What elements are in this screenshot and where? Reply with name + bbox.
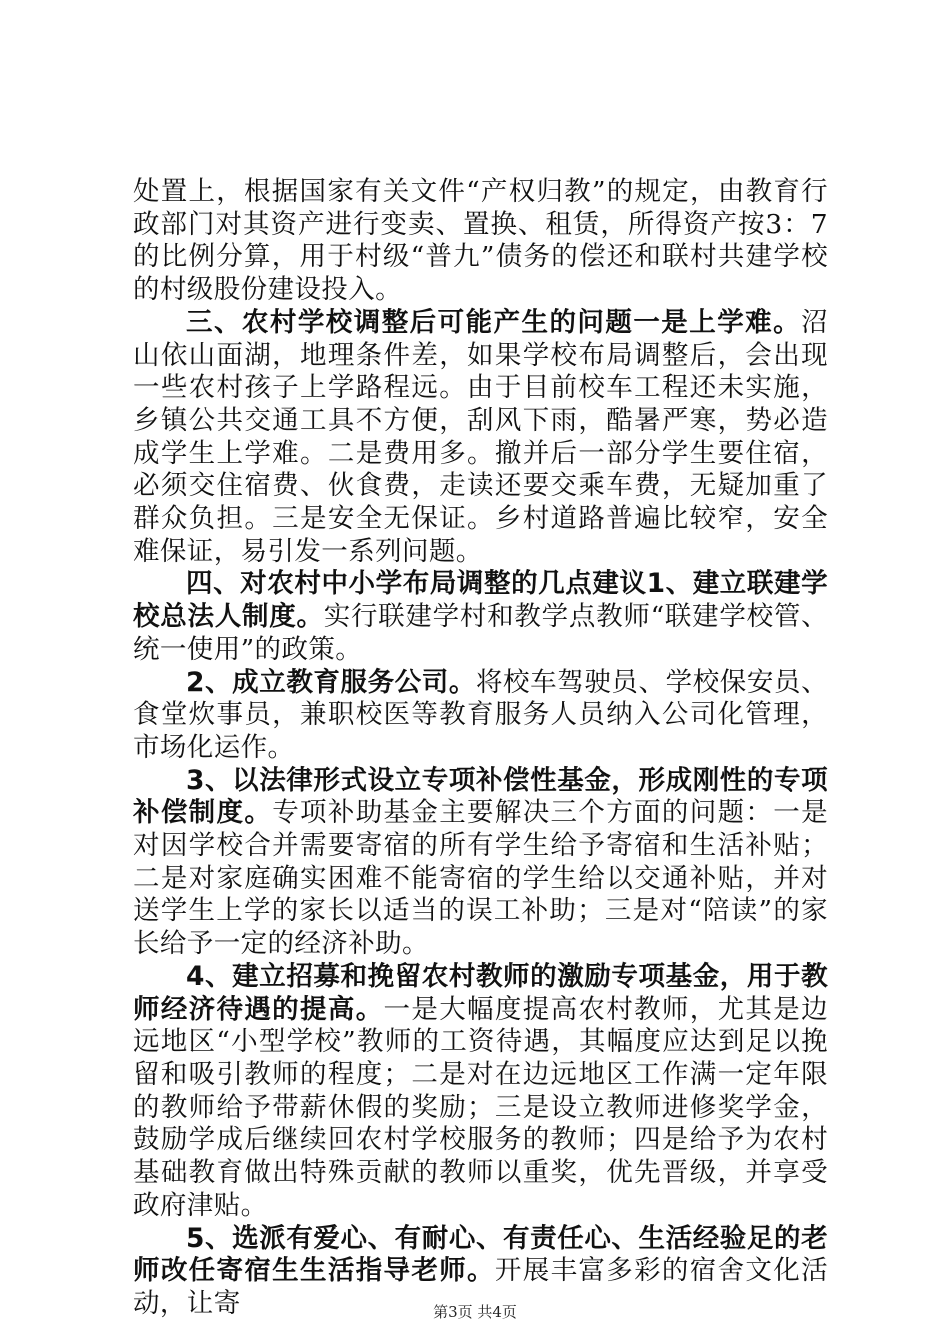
paragraph-body-text: 实行联建学村和教学点教师“联建学校管、统一使用”的政策。 [133, 601, 828, 665]
paragraph-p5 [133, 765, 828, 961]
page-number-footer: 第3页 共4页 [433, 1303, 517, 1321]
paragraph-body-text: 将校车驾驶员、学校保安员、食堂炊事员，兼职校医等教育服务人员纳入公司化管理，市场化运作。 [133, 666, 828, 763]
paragraph-body-text: 处置上，根据国家有关文件“产权归教”的规定，由教育行政部门对其资产进行变卖、置换、租赁，所得资产按3：7的比例分算，用于村级“普九”债务的偿还和联村共建学校的村级股份建设投入。 [133, 176, 828, 306]
paragraph-p1 [133, 176, 828, 307]
paragraph-heading-text: 2、成立教育服务公司。 [186, 666, 476, 698]
paragraph-body-text: 一是大幅度提高农村教师，尤其是边远地区“小型学校”教师的工资待遇，其幅度应达到足以挽留和吸引教师的程度；二是对在边远地区工作满一定年限的教师给予带薪休假的奖励；三是设立教师进修奖学金，鼓励学成后继续回农村学校服务的教师；四是给予为农村基础教育做出特殊贡献的教师以重奖，优先晋级，并享受政府津贴。 [133, 993, 828, 1221]
paragraph-body-text: 开展丰富多彩的宿舍文化活动，让寄 [133, 1255, 828, 1319]
document-body [133, 176, 828, 1321]
paragraph-heading-text: 4、建立招募和挽留农村教师的激励专项基金，用于教师经济待遇的提高。 [133, 960, 828, 1025]
paragraph-p3 [133, 568, 828, 666]
paragraph-heading-text: 5、选派有爱心、有耐心、有责任心、生活经验足的老师改任寄宿生生活指导老师。 [133, 1222, 828, 1287]
paragraph-heading-text: 三、农村学校调整后可能产生的问题一是上学难。 [186, 306, 802, 338]
paragraph-p4 [133, 667, 828, 765]
paragraph-heading-text: 3、以法律形式设立专项补偿性基金，形成刚性的专项补偿制度。 [133, 764, 828, 829]
paragraph-body-text: 专项补助基金主要解决三个方面的问题：一是对因学校合并需要寄宿的所有学生给予寄宿和生活补贴；二是对家庭确实困难不能寄宿的学生给以交通补贴，并对送学生上学的家长以适当的误工补助；三是对“陪读”的家长给予一定的经济补助。 [133, 797, 828, 960]
paragraph-p6 [133, 961, 828, 1223]
paragraph-p2 [133, 307, 828, 569]
paragraph-heading-text: 四、对农村中小学布局调整的几点建议1、建立联建学校总法人制度。 [133, 568, 828, 633]
paragraph-body-text: 沼山依山面湖，地理条件差，如果学校布局调整后，会出现一些农村孩子上学路程远。由于目前校车工程还未实施，乡镇公共交通工具不方便，刮风下雨，酷暑严寒，势必造成学生上学难。二是费用多。撤并后一部分学生要住宿，必须交住宿费、伙食费，走读还要交乘车费，无疑加重了群众负担。三是安全无保证。乡村道路普遍比较窄，安全难保证，易引发一系列问题。 [133, 306, 828, 567]
